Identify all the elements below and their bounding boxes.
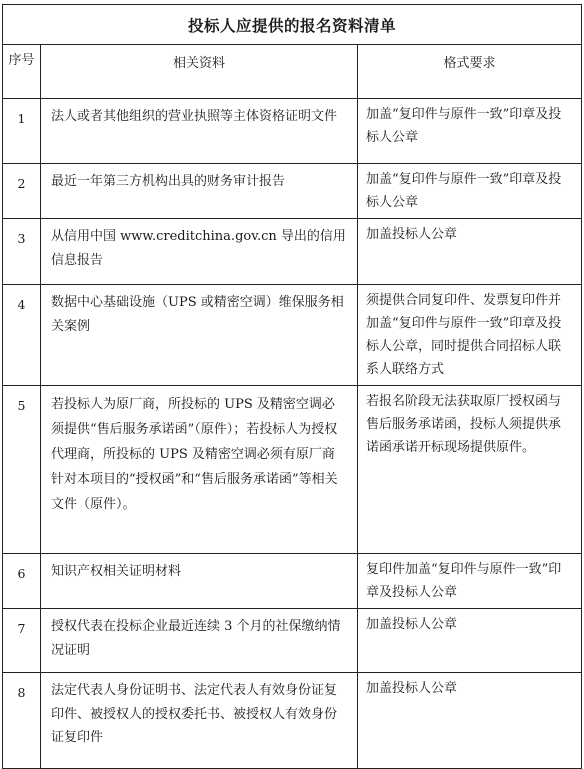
table-row: [3, 99, 582, 164]
row-document: 法人或者其他组织的营业执照等主体资格证明文件: [41, 99, 358, 164]
header-documents: 相关资料: [41, 45, 358, 99]
table-title: 投标人应提供的报名资料清单: [3, 5, 582, 45]
row-document: 法定代表人身份证明书、法定代表人有效身份证复印件、被授权人的授权委托书、被授权人有效身份证复印件: [41, 673, 358, 769]
row-document: 知识产权相关证明材料: [41, 554, 358, 609]
table-row: [3, 386, 582, 554]
row-format: 加盖投标人公章: [358, 673, 582, 769]
header-format: 格式要求: [358, 45, 582, 99]
row-number: 1: [3, 99, 41, 164]
row-number: 8: [3, 673, 41, 769]
header-no: 序号: [3, 45, 41, 99]
row-format: 加盖“复印件与原件一致”印章及投标人公章: [358, 164, 582, 219]
table-row: [3, 285, 582, 386]
row-format: 加盖“复印件与原件一致”印章及投标人公章: [358, 99, 582, 164]
row-format: 须提供合同复印件、发票复印件并加盖“复印件与原件一致”印章及投标人公章，同时提供合同招标人联系人联络方式: [358, 285, 582, 386]
table-row: [3, 164, 582, 219]
row-format: 加盖投标人公章: [358, 219, 582, 285]
table-row: [3, 609, 582, 673]
row-document: 从信用中国 www.creditchina.gov.cn 导出的信用信息报告: [41, 219, 358, 285]
header-row: [3, 45, 582, 99]
row-number: 3: [3, 219, 41, 285]
row-document: 授权代表在投标企业最近连续 3 个月的社保缴纳情况证明: [41, 609, 358, 673]
row-document: 若投标人为原厂商，所投标的 UPS 及精密空调必须提供“售后服务承诺函”（原件）；若投标人为授权代理商，所投标的 UPS 及精密空调必须有原厂商针对本项目的“授权函”和“售后服务承诺函”等相关文件（原件）。: [41, 386, 358, 554]
row-format: 复印件加盖“复印件与原件一致”印章及投标人公章: [358, 554, 582, 609]
row-format: 加盖投标人公章: [358, 609, 582, 673]
row-number: 2: [3, 164, 41, 219]
row-document: 数据中心基础设施（UPS 或精密空调）维保服务相关案例: [41, 285, 358, 386]
table-row: [3, 219, 582, 285]
row-document: 最近一年第三方机构出具的财务审计报告: [41, 164, 358, 219]
table-row: [3, 673, 582, 769]
row-number: 6: [3, 554, 41, 609]
row-number: 7: [3, 609, 41, 673]
table-row: [3, 554, 582, 609]
row-number: 4: [3, 285, 41, 386]
row-format: 若报名阶段无法获取原厂授权函与售后服务承诺函，投标人须提供承诺函承诺开标现场提供原件。: [358, 386, 582, 554]
document-table: [2, 4, 582, 769]
row-number: 5: [3, 386, 41, 554]
